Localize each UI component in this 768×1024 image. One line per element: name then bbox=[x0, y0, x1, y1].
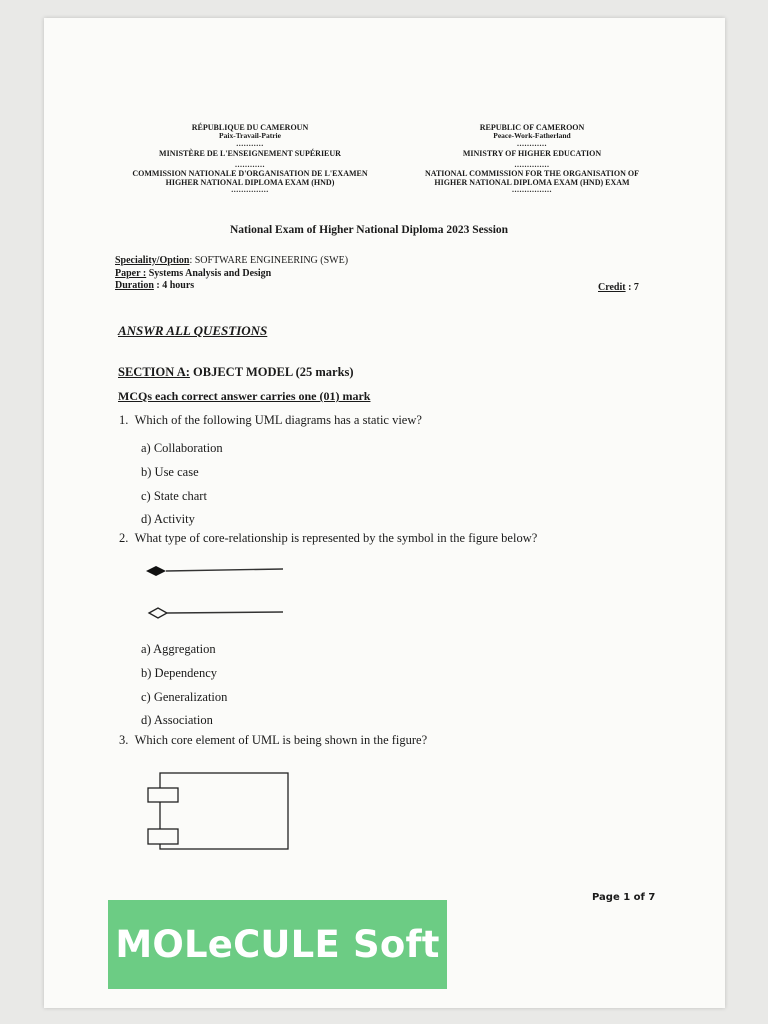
speciality-line bbox=[115, 255, 348, 268]
question-2 bbox=[119, 531, 537, 546]
question-1 bbox=[119, 413, 422, 428]
option: a) Aggregation bbox=[141, 642, 216, 656]
component-figure bbox=[143, 770, 293, 854]
header-left bbox=[110, 123, 390, 194]
question-3 bbox=[119, 733, 427, 748]
header-left-dots: ............... bbox=[231, 185, 269, 195]
header-right-dots: .............. bbox=[514, 160, 550, 170]
paper-value: Systems Analysis and Design bbox=[146, 267, 272, 279]
option-list bbox=[141, 437, 223, 532]
header-right bbox=[392, 123, 672, 194]
watermark-text: MOLeCULE Soft bbox=[115, 923, 440, 966]
question-text: Which of the following UML diagrams has a static view? bbox=[134, 413, 422, 427]
question-text: What type of core-relationship is represented by the symbol in the figure below? bbox=[134, 531, 538, 545]
duration-label: Duration bbox=[115, 280, 154, 291]
mcq-note: MCQs each correct answer carries one (01) mark bbox=[118, 389, 371, 403]
filled-diamond-line bbox=[146, 566, 283, 576]
page-number: Page 1 of 7 bbox=[592, 892, 656, 903]
header-right-commission-line2: HIGHER NATIONAL DIPLOMA EXAM (HND) EXAM bbox=[434, 177, 630, 187]
option: b) Dependency bbox=[141, 665, 218, 680]
header-left-motto: Paix-Travail-Patrie bbox=[219, 131, 281, 141]
credit-value: : 7 bbox=[625, 282, 639, 293]
question-number: 3. bbox=[119, 733, 129, 747]
header-left-country: RÉPUBLIQUE DU CAMEROUN bbox=[191, 123, 309, 132]
option: a) Collaboration bbox=[141, 441, 223, 455]
header-left-dots: ........... bbox=[236, 138, 264, 148]
header-right-country: REPUBLIC OF CAMEROON bbox=[479, 123, 585, 132]
header-right-dots: ............ bbox=[517, 138, 547, 148]
relationship-symbols-figure bbox=[140, 558, 290, 624]
component-port-top bbox=[148, 788, 178, 802]
header-left-commission-line1: COMMISSION NATIONALE D'ORGANISATION DE L'EXAMEN bbox=[132, 168, 368, 178]
option: c) Generalization bbox=[141, 689, 228, 704]
instruction: ANSWR ALL QUESTIONS bbox=[118, 323, 268, 338]
paper-line bbox=[115, 268, 348, 281]
speciality-value: : SOFTWARE ENGINEERING (SWE) bbox=[189, 255, 349, 266]
header-right-motto: Peace-Work-Fatherland bbox=[493, 131, 571, 141]
option: b) Use case bbox=[141, 464, 199, 479]
header-left-ministry: MINISTÈRE DE L'ENSEIGNEMENT SUPÉRIEUR bbox=[159, 149, 341, 159]
section-title: OBJECT MODEL (25 marks) bbox=[189, 365, 354, 379]
exam-title: National Exam of Higher National Diploma 2023 Session bbox=[230, 224, 509, 236]
duration-line bbox=[115, 280, 348, 293]
question-number: 2. bbox=[119, 531, 129, 545]
speciality-label: Speciality/Option bbox=[115, 255, 190, 266]
credit-label: Credit bbox=[598, 282, 626, 293]
question-text: Which core element of UML is being shown in the figure? bbox=[134, 733, 428, 747]
duration-value: : 4 hours bbox=[153, 280, 195, 291]
header-right-dots: ................ bbox=[512, 185, 552, 195]
option: d) Association bbox=[141, 713, 213, 728]
paper-label: Paper : bbox=[115, 267, 147, 279]
header-right-ministry: MINISTRY OF HIGHER EDUCATION bbox=[462, 149, 602, 159]
header-right-commission-line1: NATIONAL COMMISSION FOR THE ORGANISATION OF bbox=[424, 168, 640, 178]
exam-meta bbox=[115, 255, 348, 293]
option: d) Activity bbox=[141, 512, 195, 527]
component-port-bottom bbox=[148, 829, 178, 844]
component-body bbox=[160, 773, 288, 849]
header-left-commission-line2: HIGHER NATIONAL DIPLOMA EXAM (HND) bbox=[165, 177, 335, 187]
section-heading bbox=[118, 365, 354, 380]
section-label: SECTION A: bbox=[118, 365, 190, 379]
hollow-diamond-line bbox=[149, 608, 283, 618]
option-list bbox=[141, 638, 227, 733]
header-left-dots: ............ bbox=[235, 160, 265, 170]
option: c) State chart bbox=[141, 488, 207, 503]
watermark-banner bbox=[108, 900, 447, 989]
question-number: 1. bbox=[119, 413, 129, 427]
credit-line bbox=[598, 282, 639, 295]
